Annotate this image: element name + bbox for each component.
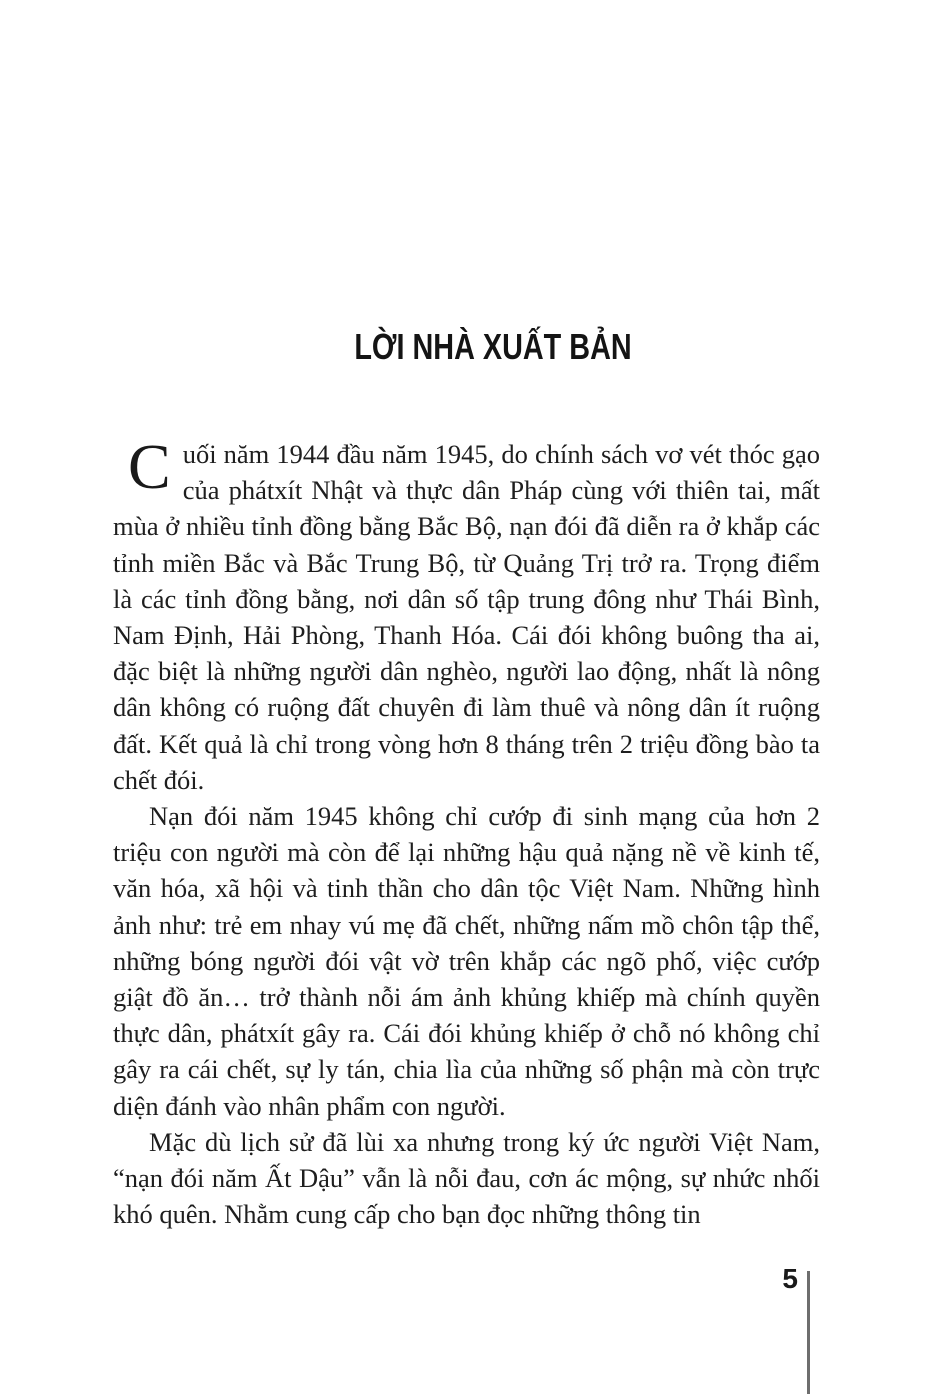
page-title: LỜI NHÀ XUẤT BẢN <box>354 326 632 367</box>
paragraph-opening <box>113 431 820 798</box>
drop-cap: C <box>128 431 171 502</box>
paragraph-opening-text: uối năm 1944 đầu năm 1945, do chính sách vơ vét thóc gạo của phátxít Nhật và thực dân Pháp cùng với thiên tai, mất mùa ở nhiều tỉnh đồng bằng Bắc Bộ, nạn đói đã diễn ra ở khắp các tỉnh miền Bắc và Bắc Trung Bộ, từ Quảng Trị trở ra. Trọng điểm là các tỉnh đồng bằng, nơi dân số tập trung đông như Thái Bình, Nam Định, Hải Phòng, Thanh Hóa. Cái đói không buông tha ai, đặc biệt là những người dân nghèo, người lao động, nhất là nông dân không có ruộng đất chuyên đi làm thuê và nông dân ít ruộng đất. Kết quả là chỉ trong vòng hơn 8 tháng trên 2 triệu đồng bào ta chết đói. <box>113 439 820 795</box>
page-number: 5 <box>782 1263 798 1294</box>
footer-rule <box>807 1271 810 1394</box>
paragraph-memory: Mặc dù lịch sử đã lùi xa nhưng trong ký ức người Việt Nam, “nạn đói năm Ất Dậu” vẫn là nỗi đau, cơn ác mộng, sự nhức nhối khó quên. Nhằm cung cấp cho bạn đọc những thông tin <box>113 1126 820 1230</box>
body-text <box>113 431 820 1232</box>
paragraph-consequences: Nạn đói năm 1945 không chỉ cướp đi sinh mạng của hơn 2 triệu con người mà còn để lại những hậu quả nặng nề về kinh tế, văn hóa, xã hội và tinh thần cho dân tộc Việt Nam. Những hình ảnh như: trẻ em nhay vú mẹ đã chết, những nấm mồ chôn tập thể, những bóng người đói vật vờ trên khắp các ngõ phố, việc cướp giật đồ ăn… trở thành nỗi ám ảnh khủng khiếp mà chính quyền thực dân, phátxít gây ra. Cái đói khủng khiếp ở chỗ nó không chỉ gây ra cái chết, sự ly tán, chia lìa của những số phận mà còn trực diện đánh vào nhân phẩm con người. <box>113 801 820 1121</box>
